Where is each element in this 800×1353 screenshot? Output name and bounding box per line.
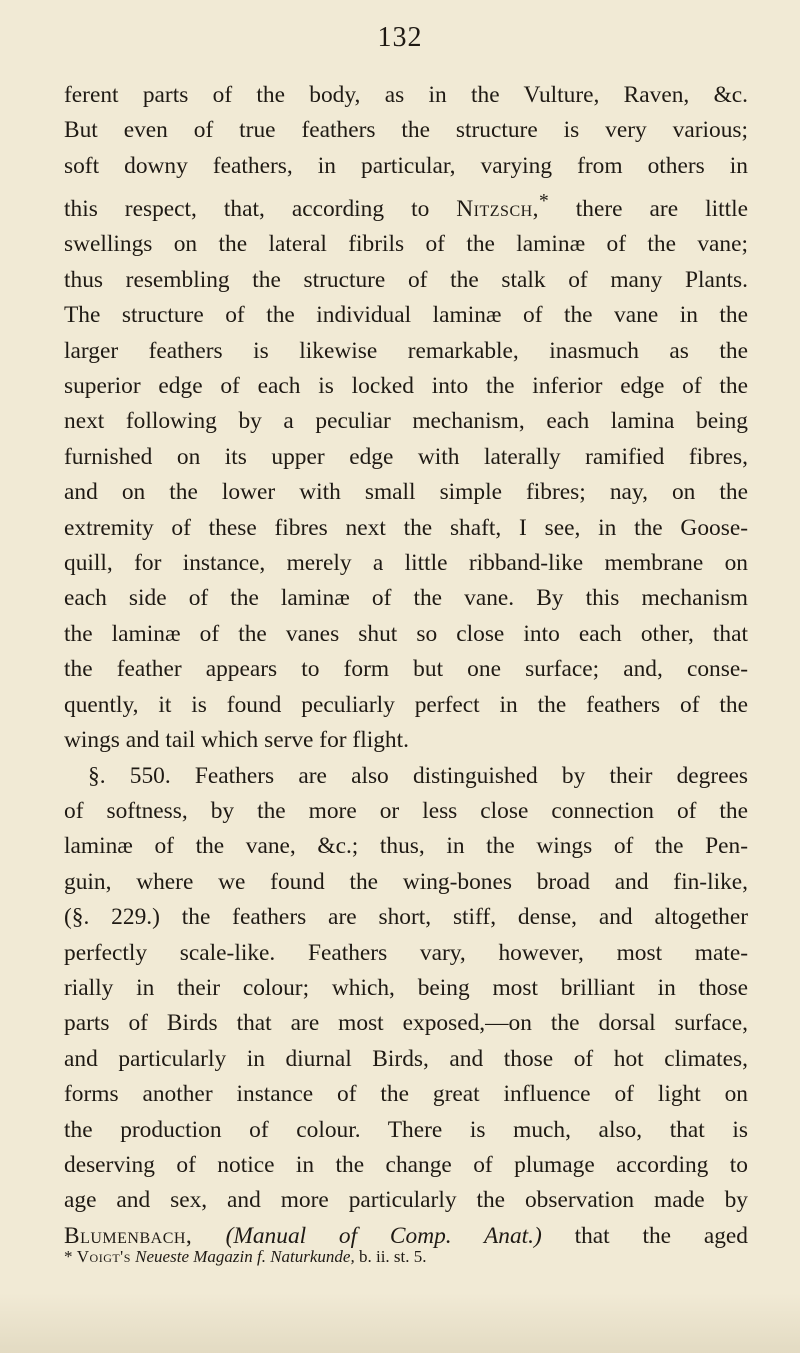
text-line: quill, for instance, merely a little ribband-like membrane on — [64, 550, 748, 577]
text-line: The structure of the individual laminæ of the vane in the — [64, 302, 748, 329]
footnote-author: Voigt's — [76, 1247, 131, 1266]
text-line: (§. 229.) the feathers are short, stiff, dense, and altogether — [64, 904, 748, 931]
text-line: the production of colour. There is much, also, that is — [64, 1116, 748, 1143]
text-line: quently, it is found peculiarly perfect in the feathers of the — [64, 691, 748, 718]
text-line: furnished on its upper edge with laterally ramified fibres, — [64, 443, 748, 470]
text-line: thus resembling the structure of the stalk of many Plants. — [64, 266, 748, 293]
text-line: superior edge of each is locked into the inferior edge of the — [64, 373, 748, 400]
text-fragment: there are little — [548, 196, 748, 223]
text-fragment: this respect, that, according to — [64, 196, 457, 223]
text-line: §. 550. Feathers are also distinguished by their degrees — [88, 762, 748, 789]
author-name: Nitzsch, — [456, 196, 540, 223]
text-line — [64, 184, 748, 227]
text-line: the laminæ of the vanes shut so close into each other, that — [64, 620, 748, 647]
text-line: larger feathers is likewise remarkable, inasmuch as the — [64, 337, 748, 364]
text-fragment: that the aged — [541, 1222, 748, 1249]
page-number: 132 — [377, 22, 423, 53]
footnote-marker: * — [64, 1247, 77, 1266]
text-line: wings and tail which serve for flight. — [64, 727, 409, 754]
footnote-title: Neueste Magazin f. Naturkunde, — [130, 1247, 355, 1266]
text-line: next following by a peculiar mechanism, each lamina being — [64, 408, 748, 435]
footnote — [64, 1246, 748, 1268]
text-line: swellings on the lateral fibrils of the laminæ of the vane; — [64, 231, 748, 258]
footnote-marker: * — [539, 191, 549, 213]
footnote-reference: b. ii. st. 5. — [354, 1247, 427, 1266]
page-edge-shadow — [0, 1293, 800, 1353]
text-line: guin, where we found the wing-bones broad and fin-like, — [64, 868, 748, 895]
text-line: soft downy feathers, in particular, varying from others in — [64, 152, 748, 179]
text-line: age and sex, and more particularly the observation made by — [64, 1187, 748, 1214]
text-line: each side of the laminæ of the vane. By this mechanism — [64, 585, 748, 612]
text-line: forms another instance of the great influence of light on — [64, 1081, 748, 1108]
text-line: parts of Birds that are most exposed,—on the dorsal surface, — [64, 1010, 748, 1037]
text-line: rially in their colour; which, being most brilliant in those — [64, 974, 748, 1001]
text-line: laminæ of the vane, &c.; thus, in the wings of the Pen- — [64, 833, 748, 860]
text-line: the feather appears to form but one surface; and, conse- — [64, 656, 748, 683]
text-line: deserving of notice in the change of plumage according to — [64, 1151, 748, 1178]
text-line: ferent parts of the body, as in the Vulture, Raven, &c. — [64, 82, 748, 108]
author-name: Blumenbach, — [64, 1222, 226, 1249]
text-line: extremity of these fibres next the shaft, I see, in the Goose- — [64, 514, 748, 541]
text-line: of softness, by the more or less close connection of the — [64, 797, 748, 824]
book-title: (Manual of Comp. Anat.) — [225, 1222, 542, 1249]
text-line: But even of true feathers the structure is very various; — [64, 117, 748, 144]
text-line: and particularly in diurnal Birds, and those of hot climates, — [64, 1045, 748, 1072]
text-line: perfectly scale-like. Feathers vary, however, most mate- — [64, 939, 748, 966]
text-line: and on the lower with small simple fibres; nay, on the — [64, 479, 748, 506]
body-text — [64, 78, 748, 1254]
